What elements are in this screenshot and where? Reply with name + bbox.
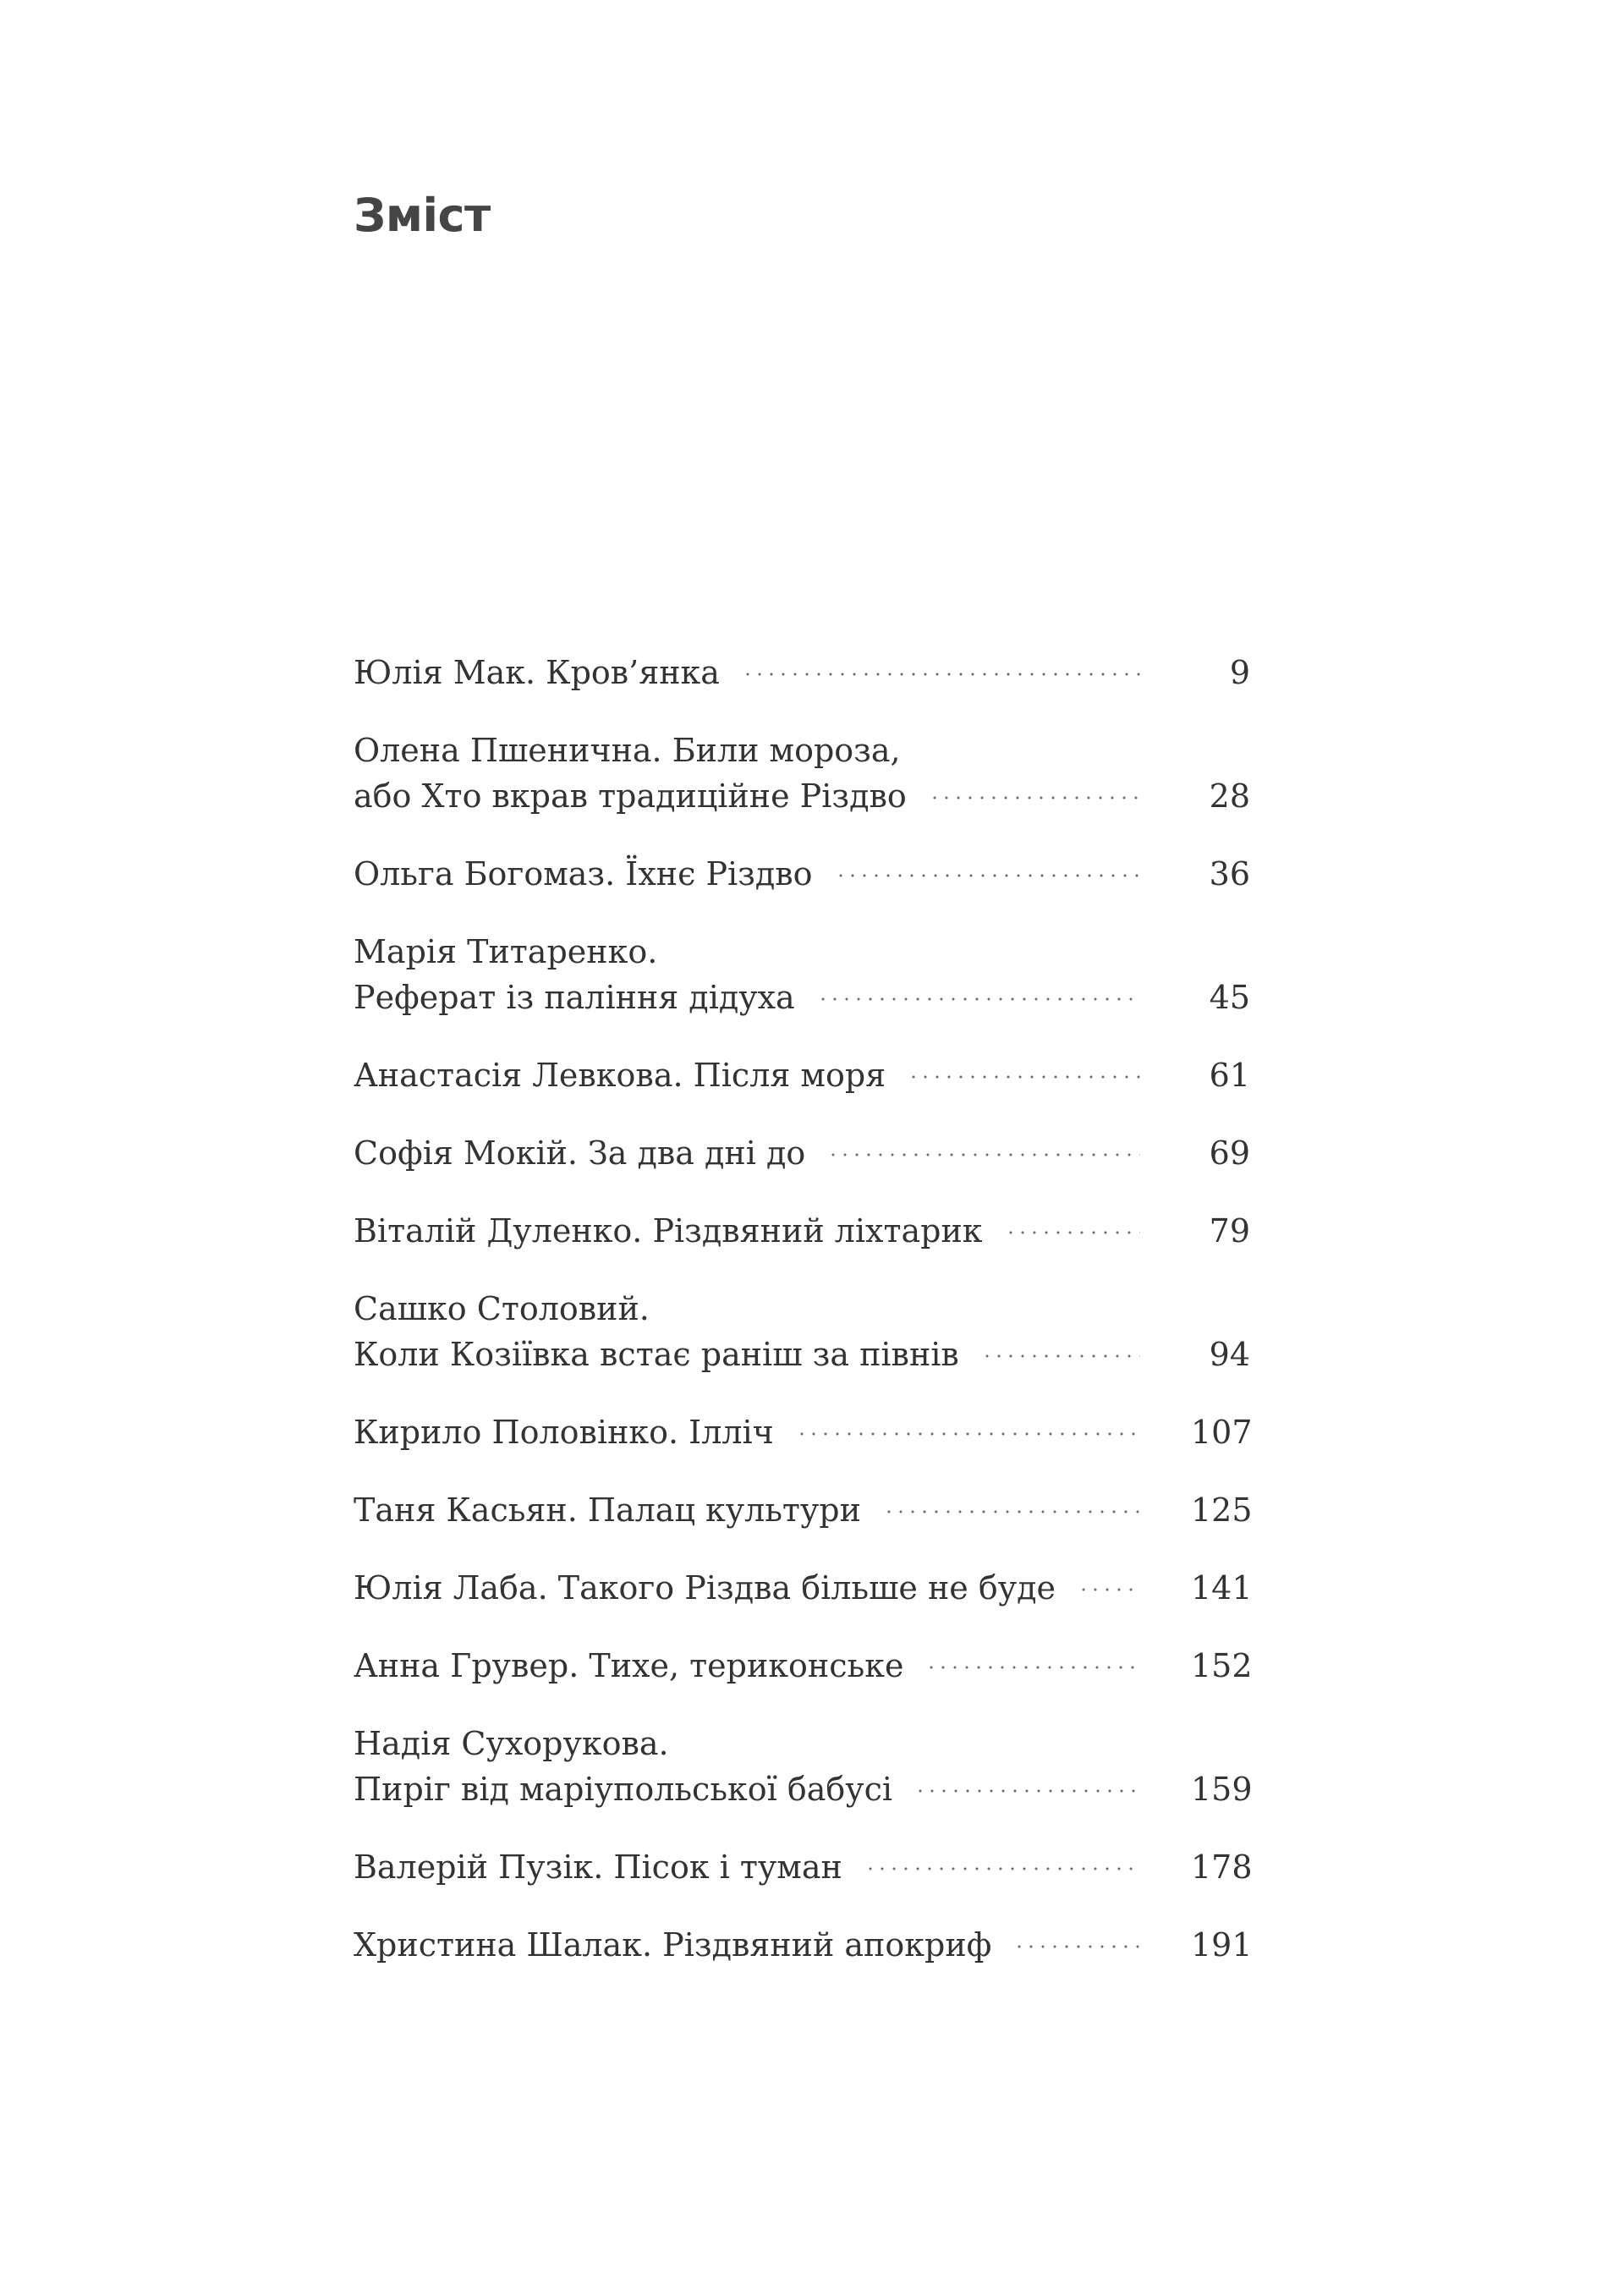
dot-leader-dots [827, 1153, 1140, 1156]
dot-leader [908, 1052, 1140, 1098]
dot-leader [1005, 1208, 1140, 1254]
toc-entry-title-line: Олена Пшенична. Били мороза, [354, 732, 901, 769]
toc-entry-title-line: Кирило Половінко. Ілліч [354, 1414, 774, 1451]
toc-entry-title-line: Віталій Дуленко. Різдвяний ліхтарик [354, 1212, 983, 1250]
toc-entry [354, 1286, 1250, 1377]
dot-leader-dots [817, 997, 1140, 1001]
dot-leader-dots [929, 796, 1140, 799]
toc-entry-title [354, 728, 907, 819]
toc-entry-title-line: Марія Титаренко. [354, 933, 658, 970]
toc-page-number: 36 [1209, 855, 1250, 893]
dot-leader [883, 1487, 1140, 1533]
toc-entry-title [354, 1409, 774, 1455]
toc-page-number: 141 [1191, 1569, 1253, 1607]
dot-leader-dots [1013, 1945, 1140, 1948]
toc-entry-title-line: Надія Сухорукова. [354, 1725, 669, 1762]
dot-leader [742, 650, 1140, 695]
dot-leader-dots [883, 1510, 1140, 1513]
dot-leader-dots [981, 1354, 1140, 1358]
toc-entry-title [354, 1844, 842, 1890]
toc-page-number: 69 [1209, 1134, 1250, 1172]
toc-entry [354, 929, 1250, 1020]
toc-entry-title-line: Софія Мокій. За два дні до [354, 1134, 806, 1172]
dot-leader-dots [1005, 1231, 1140, 1234]
dot-leader-dots [925, 1666, 1140, 1669]
toc-entry-title-line: Валерій Пузік. Пісок і туман [354, 1848, 842, 1886]
toc-entry-title-line: Пиріг від маріупольської бабусі [354, 1771, 893, 1808]
toc-page-number: 152 [1191, 1647, 1253, 1684]
toc-entry-title-line: Сашко Столовий. [354, 1290, 650, 1327]
toc-entry [354, 1721, 1253, 1812]
toc-page-number: 178 [1191, 1848, 1253, 1886]
toc-entry-title-line: Анна Грувер. Тихе, териконське [354, 1647, 904, 1684]
toc-entry [354, 1487, 1253, 1533]
toc-page-number: 125 [1191, 1491, 1253, 1529]
toc-entry-title [354, 1130, 805, 1176]
toc-entry-title-line: Таня Касьян. Палац культури [354, 1491, 861, 1529]
toc-entry [354, 851, 1250, 897]
toc-entry [354, 728, 1250, 819]
dot-leader-dots [914, 1789, 1140, 1793]
toc-page-number: 45 [1209, 979, 1250, 1016]
toc-entry [354, 1208, 1250, 1254]
toc-entry [354, 1409, 1253, 1455]
dot-leader-dots [864, 1867, 1140, 1870]
toc-entry-title [354, 1052, 886, 1098]
toc-page-number: 159 [1191, 1771, 1253, 1808]
dot-leader [1078, 1565, 1140, 1611]
page-title: Зміст [354, 189, 491, 242]
toc-entry-title [354, 1643, 903, 1689]
toc-entry-title-line: Реферат із паління дідуха [354, 979, 795, 1016]
toc-entry-title-line: або Хто вкрав традиційне Різдво [354, 777, 907, 815]
dot-leader [981, 1332, 1140, 1377]
dot-leader-dots [1078, 1588, 1140, 1591]
toc-entry [354, 1922, 1253, 1968]
dot-leader [796, 1409, 1140, 1455]
toc-entry-title [354, 1208, 983, 1254]
dot-leader [929, 773, 1140, 819]
toc-page-number: 61 [1209, 1057, 1250, 1094]
toc-entry [354, 1643, 1253, 1689]
toc-entry-title-line: Христина Шалак. Різдвяний апокриф [354, 1926, 992, 1964]
dot-leader [925, 1643, 1140, 1689]
toc-entry [354, 650, 1250, 695]
toc-entry-title-line: Коли Козіївка встає раніш за півнів [354, 1336, 959, 1373]
dot-leader-dots [742, 673, 1140, 676]
toc-page-number: 107 [1191, 1414, 1253, 1451]
toc-entry-title [354, 851, 813, 897]
toc-entry [354, 1130, 1250, 1176]
toc-page-number: 191 [1191, 1926, 1253, 1964]
table-of-contents [354, 650, 1253, 2000]
dot-leader [835, 851, 1140, 897]
dot-leader [1013, 1922, 1140, 1968]
dot-leader-dots [908, 1075, 1140, 1079]
toc-entry [354, 1565, 1253, 1611]
toc-entry-title [354, 1565, 1056, 1611]
dot-leader [817, 975, 1140, 1020]
toc-entry-title [354, 1286, 959, 1377]
dot-leader [827, 1130, 1140, 1176]
dot-leader [864, 1844, 1140, 1890]
toc-entry [354, 1844, 1253, 1890]
toc-entry-title [354, 929, 795, 1020]
toc-entry-title-line: Анастасія Левкова. Після моря [354, 1057, 886, 1094]
toc-entry-title-line: Ольга Богомаз. Їхнє Різдво [354, 855, 813, 893]
toc-page-number: 9 [1229, 654, 1250, 691]
toc-entry-title-line: Юлія Лаба. Такого Різдва більше не буде [354, 1569, 1056, 1607]
dot-leader-dots [796, 1432, 1140, 1436]
dot-leader-dots [835, 874, 1140, 877]
toc-entry [354, 1052, 1250, 1098]
toc-page-number: 79 [1209, 1212, 1250, 1250]
dot-leader [914, 1766, 1140, 1812]
toc-entry-title [354, 1721, 892, 1812]
toc-entry-title [354, 1487, 861, 1533]
toc-page-number: 28 [1209, 777, 1250, 815]
toc-entry-title [354, 1922, 991, 1968]
toc-page-number: 94 [1209, 1336, 1250, 1373]
toc-entry-title-line: Юлія Мак. Кров’янка [354, 654, 720, 691]
toc-entry-title [354, 650, 720, 695]
